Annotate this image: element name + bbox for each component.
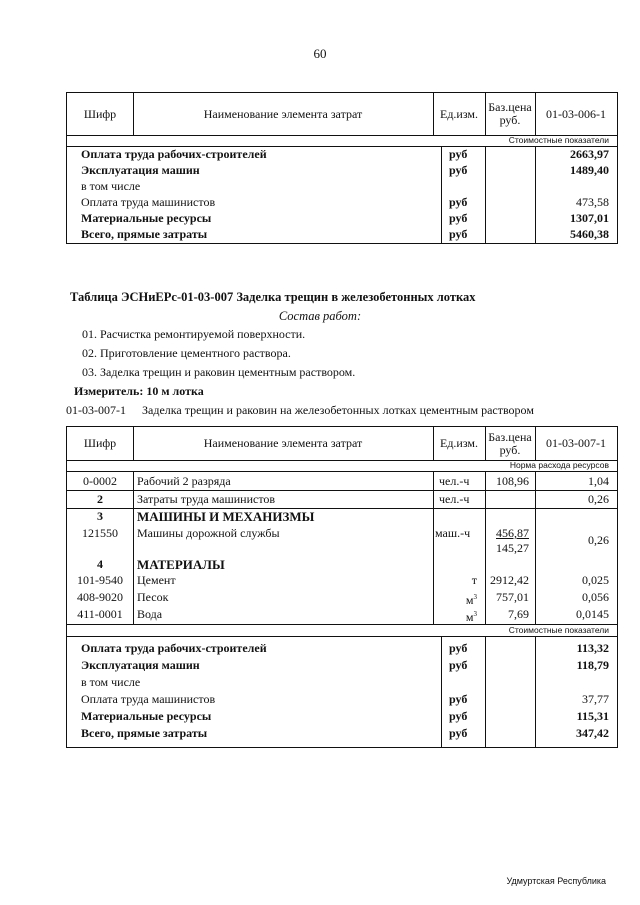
cost-unit: руб	[449, 147, 468, 161]
cost-value: 118,79	[576, 658, 609, 672]
cost-name: в том числе	[81, 675, 141, 689]
cost-row	[67, 178, 617, 195]
cost-row	[67, 146, 617, 163]
header-name: Наименование элемента затрат	[133, 427, 434, 460]
cost-unit: руб	[449, 692, 468, 706]
cost-row	[67, 226, 617, 243]
cost-table-2	[66, 426, 618, 748]
header-rate-code: 01-03-007-1	[546, 436, 606, 450]
subheader-cost: Стоимостные показатели	[67, 135, 617, 147]
cost-table-1	[66, 92, 618, 244]
region-footer: Удмуртская Республика	[506, 876, 606, 886]
table-header	[67, 427, 617, 461]
cost-value: 2663,97	[570, 147, 609, 161]
table-row: 121550 Машины дорожной службы маш.-ч 456,87 0,26	[82, 526, 609, 547]
section-header-row: 4 МАТЕРИАЛЫ	[97, 557, 225, 572]
work-item: 03. Заделка трещин и раковин цементным раствором.	[82, 365, 356, 379]
section-header-row: 3 МАШИНЫ И МЕХАНИЗМЫ	[97, 509, 315, 524]
cost-name: Всего, прямые затраты	[81, 227, 208, 241]
table-row: 408-9020 Песок $м^3$ 757,01 0,056	[77, 590, 609, 607]
header-unit: Ед.изм.	[433, 93, 486, 135]
cost-name: Материальные ресурсы	[81, 211, 212, 225]
header-price: Баз.цена руб.	[485, 427, 536, 460]
cost-value: 473,58	[576, 195, 609, 209]
work-composition-title: Состав работ:	[278, 309, 362, 323]
table-header	[67, 93, 617, 136]
cost-row	[67, 640, 617, 657]
cost-unit: руб	[449, 163, 468, 177]
cost-row	[67, 194, 617, 211]
header-code: Шифр	[67, 427, 134, 460]
cost-value: 1307,01	[570, 211, 609, 225]
cost-unit: руб	[449, 658, 468, 672]
cost-row	[67, 725, 617, 742]
cost-value	[535, 178, 609, 195]
cost-unit: руб	[449, 195, 468, 209]
cost-name: Оплата труда машинистов	[81, 692, 216, 706]
cost-value: 115,31	[576, 709, 609, 723]
item-description: Заделка трещин и раковин на железобетонных лотках цементным раствором	[142, 403, 534, 417]
cost-name: Оплата труда рабочих-строителей	[81, 641, 267, 655]
table-row: 101-9540 Цемент т 2912,42 0,025	[77, 573, 609, 587]
cost-unit: руб	[449, 227, 468, 241]
cost-name: Оплата труда рабочих-строителей	[81, 147, 267, 161]
table-row: 411-0001 Вода $м^3$ 7,69 0,0145	[77, 607, 609, 624]
table-row: 145,27	[496, 541, 529, 555]
header-rate-code: 01-03-006-1	[546, 106, 606, 121]
cost-name: в том числе	[81, 179, 141, 193]
cost-row	[67, 691, 617, 708]
table-row: 2 Затраты труда машинистов чел.-ч 0,26	[97, 492, 609, 506]
cost-name: Материальные ресурсы	[81, 709, 212, 723]
header-price: Баз.цена руб.	[485, 93, 536, 135]
cost-name: Эксплуатация машин	[81, 163, 200, 177]
table-row: 0-0002 Рабочий 2 разряда чел.-ч 108,96 1,04	[83, 474, 609, 488]
header-unit: Ед.изм.	[433, 427, 486, 460]
cost-unit: руб	[449, 709, 468, 723]
cost-value: 113,32	[576, 641, 609, 655]
cost-row	[67, 657, 617, 674]
work-item: 01. Расчистка ремонтируемой поверхности.	[82, 327, 306, 341]
page-number: 60	[313, 46, 327, 61]
cost-value	[535, 674, 609, 691]
subheader-norm: Норма расхода ресурсов	[67, 460, 617, 472]
cost-value: 37,77	[582, 692, 609, 706]
subheader-cost: Стоимостные показатели	[67, 624, 617, 637]
cost-value: 347,42	[576, 726, 609, 740]
measurer: Измеритель: 10 м лотка	[74, 384, 204, 398]
cost-value: 5460,38	[570, 227, 609, 241]
table-title: Таблица ЭСНиЕРс-01-03-007 Заделка трещин в железобетонных лотках	[70, 290, 476, 304]
work-item: 02. Приготовление цементного раствора.	[82, 346, 291, 360]
cost-name: Оплата труда машинистов	[81, 195, 216, 209]
cost-unit: руб	[449, 641, 468, 655]
cost-name: Эксплуатация машин	[81, 658, 200, 672]
cost-row	[67, 674, 617, 691]
header-name: Наименование элемента затрат	[133, 93, 434, 135]
header-code: Шифр	[67, 93, 134, 135]
cost-unit: руб	[449, 211, 468, 225]
cost-row	[67, 210, 617, 227]
cost-row	[67, 708, 617, 725]
cost-unit: руб	[449, 726, 468, 740]
item-code: 01-03-007-1	[66, 403, 126, 417]
cost-value: 1489,40	[570, 163, 609, 177]
cost-name: Всего, прямые затраты	[81, 726, 208, 740]
cost-row	[67, 162, 617, 179]
